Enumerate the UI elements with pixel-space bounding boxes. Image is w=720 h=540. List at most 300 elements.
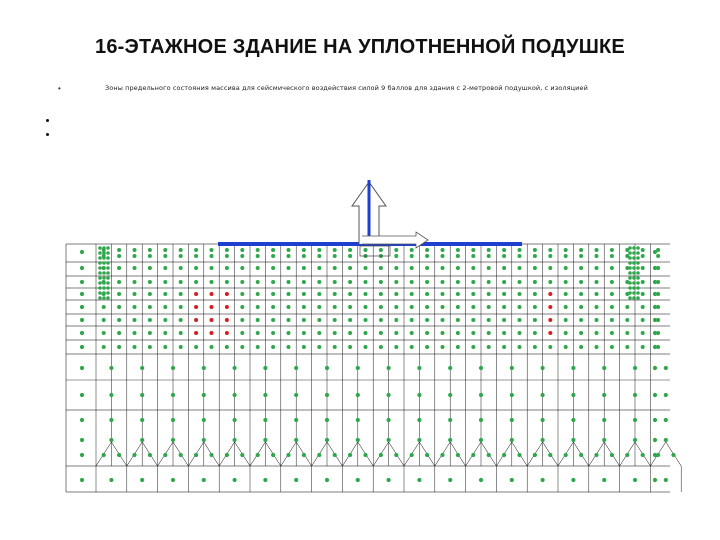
elastic-point	[656, 453, 660, 457]
elastic-point	[80, 266, 84, 270]
elastic-point	[179, 266, 183, 270]
elastic-point	[487, 248, 491, 252]
elastic-point	[417, 366, 421, 370]
elastic-point	[263, 418, 267, 422]
elastic-point	[256, 280, 260, 284]
elastic-point	[410, 305, 414, 309]
elastic-point	[510, 418, 514, 422]
elastic-point	[579, 266, 583, 270]
elastic-point	[653, 318, 657, 322]
elastic-point	[140, 478, 144, 482]
elastic-point	[163, 254, 167, 258]
elastic-point	[548, 248, 552, 252]
elastic-point	[179, 331, 183, 335]
elastic-point	[333, 248, 337, 252]
elastic-point	[117, 254, 121, 258]
elastic-point	[348, 292, 352, 296]
elastic-point	[256, 318, 260, 322]
elastic-point	[98, 251, 102, 255]
elastic-point	[379, 248, 383, 252]
elastic-point	[225, 266, 229, 270]
elastic-point	[595, 292, 599, 296]
elastic-point	[487, 318, 491, 322]
elastic-point	[287, 248, 291, 252]
elastic-point	[533, 305, 537, 309]
elastic-point	[564, 292, 568, 296]
elastic-point	[632, 246, 636, 250]
elastic-point	[233, 393, 237, 397]
elastic-point	[633, 478, 637, 482]
elastic-point	[325, 393, 329, 397]
elastic-point	[106, 291, 110, 295]
elastic-point	[294, 478, 298, 482]
finite-element-mesh	[66, 244, 681, 492]
elastic-point	[641, 254, 645, 258]
elastic-point	[102, 345, 106, 349]
plastic-point	[210, 305, 214, 309]
elastic-point	[636, 276, 640, 280]
elastic-point	[510, 478, 514, 482]
elastic-point	[133, 292, 137, 296]
elastic-point	[579, 248, 583, 252]
building-structure	[218, 180, 522, 256]
elastic-point	[479, 418, 483, 422]
elastic-point	[510, 438, 514, 442]
elastic-point	[533, 345, 537, 349]
elastic-point	[240, 292, 244, 296]
elastic-point	[117, 292, 121, 296]
elastic-point	[664, 366, 668, 370]
elastic-point	[548, 453, 552, 457]
elastic-point	[333, 305, 337, 309]
elastic-point	[171, 478, 175, 482]
elastic-point	[656, 254, 660, 258]
elastic-point	[348, 266, 352, 270]
elastic-point	[240, 318, 244, 322]
elastic-point	[479, 366, 483, 370]
elastic-point	[633, 418, 637, 422]
elastic-point	[541, 366, 545, 370]
elastic-point	[425, 318, 429, 322]
elastic-point	[102, 281, 106, 285]
elastic-point	[263, 393, 267, 397]
elastic-point	[632, 271, 636, 275]
slide-title: 16-ЭТАЖНОЕ ЗДАНИЕ НА УПЛОТНЕННОЙ ПОДУШКЕ	[95, 36, 625, 58]
elastic-point	[636, 261, 640, 265]
elastic-point	[564, 331, 568, 335]
elastic-point	[333, 280, 337, 284]
elastic-point	[394, 453, 398, 457]
plastic-point	[194, 318, 198, 322]
elastic-point	[628, 276, 632, 280]
elastic-point	[356, 366, 360, 370]
elastic-point	[541, 438, 545, 442]
elastic-point	[210, 345, 214, 349]
elastic-point	[653, 250, 657, 254]
elastic-point	[271, 345, 275, 349]
elastic-point	[518, 266, 522, 270]
elastic-point	[518, 248, 522, 252]
elastic-point	[625, 318, 629, 322]
elastic-point	[471, 292, 475, 296]
elastic-point	[628, 291, 632, 295]
elastic-point	[632, 281, 636, 285]
elastic-point	[641, 345, 645, 349]
elastic-point	[356, 393, 360, 397]
elastic-point	[487, 453, 491, 457]
elastic-point	[256, 305, 260, 309]
elastic-point	[636, 251, 640, 255]
elastic-point	[240, 305, 244, 309]
elastic-point	[98, 246, 102, 250]
elastic-point	[610, 280, 614, 284]
elastic-point	[456, 345, 460, 349]
elastic-point	[271, 453, 275, 457]
elastic-point	[502, 292, 506, 296]
elastic-point	[364, 292, 368, 296]
elastic-point	[163, 292, 167, 296]
elastic-point	[163, 248, 167, 252]
elastic-point	[302, 453, 306, 457]
elastic-point	[641, 248, 645, 252]
elastic-point	[364, 305, 368, 309]
elastic-point	[317, 453, 321, 457]
elastic-point	[533, 453, 537, 457]
elastic-point	[628, 281, 632, 285]
elastic-point	[633, 366, 637, 370]
elastic-point	[487, 345, 491, 349]
elastic-point	[287, 318, 291, 322]
elastic-point	[102, 256, 106, 260]
elastic-point	[487, 266, 491, 270]
elastic-point	[194, 345, 198, 349]
elastic-point	[487, 305, 491, 309]
elastic-point	[233, 438, 237, 442]
elastic-point	[410, 248, 414, 252]
elastic-point	[364, 331, 368, 335]
elastic-point	[548, 254, 552, 258]
elastic-point	[541, 393, 545, 397]
elastic-point	[417, 418, 421, 422]
elastic-point	[363, 453, 367, 457]
elastic-point	[364, 345, 368, 349]
elastic-point	[448, 438, 452, 442]
elastic-point	[98, 276, 102, 280]
plastic-point	[194, 305, 198, 309]
elastic-point	[641, 266, 645, 270]
elastic-point	[628, 251, 632, 255]
elastic-point	[664, 438, 668, 442]
elastic-point	[579, 318, 583, 322]
gauss-points	[80, 246, 676, 482]
elastic-point	[294, 418, 298, 422]
elastic-point	[610, 453, 614, 457]
elastic-point	[109, 393, 113, 397]
elastic-point	[210, 280, 214, 284]
elastic-point	[287, 254, 291, 258]
elastic-point	[602, 393, 606, 397]
elastic-point	[364, 248, 368, 252]
elastic-point	[653, 305, 657, 309]
elastic-point	[109, 438, 113, 442]
elastic-point	[533, 266, 537, 270]
elastic-point	[325, 366, 329, 370]
elastic-point	[602, 418, 606, 422]
elastic-point	[302, 331, 306, 335]
elastic-point	[333, 345, 337, 349]
elastic-point	[518, 305, 522, 309]
elastic-point	[441, 331, 445, 335]
elastic-point	[194, 453, 198, 457]
elastic-point	[256, 248, 260, 252]
elastic-point	[394, 318, 398, 322]
elastic-point	[317, 305, 321, 309]
elastic-point	[287, 345, 291, 349]
elastic-point	[441, 248, 445, 252]
elastic-point	[348, 254, 352, 258]
elastic-point	[379, 331, 383, 335]
elastic-point	[233, 478, 237, 482]
elastic-point	[579, 305, 583, 309]
elastic-point	[163, 453, 167, 457]
elastic-point	[163, 280, 167, 284]
elastic-point	[317, 345, 321, 349]
elastic-point	[132, 453, 136, 457]
elastic-point	[148, 345, 152, 349]
elastic-point	[379, 266, 383, 270]
elastic-point	[417, 438, 421, 442]
elastic-point	[448, 478, 452, 482]
elastic-point	[394, 345, 398, 349]
elastic-point	[571, 366, 575, 370]
elastic-point	[117, 318, 121, 322]
elastic-point	[425, 280, 429, 284]
elastic-point	[98, 291, 102, 295]
elastic-point	[106, 296, 110, 300]
elastic-point	[636, 271, 640, 275]
elastic-point	[471, 280, 475, 284]
elastic-point	[653, 366, 657, 370]
elastic-point	[448, 418, 452, 422]
elastic-point	[225, 254, 229, 258]
elastic-point	[333, 292, 337, 296]
elastic-point	[471, 345, 475, 349]
elastic-point	[502, 305, 506, 309]
elastic-point	[410, 254, 414, 258]
elastic-point	[98, 286, 102, 290]
elastic-point	[425, 453, 429, 457]
elastic-point	[194, 248, 198, 252]
elastic-point	[632, 251, 636, 255]
elastic-point	[317, 292, 321, 296]
elastic-point	[479, 438, 483, 442]
elastic-point	[502, 266, 506, 270]
elastic-point	[456, 266, 460, 270]
elastic-point	[579, 345, 583, 349]
elastic-point	[471, 331, 475, 335]
elastic-point	[148, 318, 152, 322]
elastic-point	[636, 246, 640, 250]
elastic-point	[595, 331, 599, 335]
elastic-point	[502, 280, 506, 284]
elastic-point	[571, 418, 575, 422]
elastic-point	[163, 345, 167, 349]
elastic-point	[364, 318, 368, 322]
elastic-point	[202, 366, 206, 370]
elastic-point	[163, 331, 167, 335]
elastic-point	[171, 366, 175, 370]
elastic-point	[102, 286, 106, 290]
elastic-point	[263, 478, 267, 482]
elastic-point	[117, 305, 121, 309]
elastic-point	[317, 254, 321, 258]
elastic-point	[456, 453, 460, 457]
elastic-point	[456, 248, 460, 252]
elastic-point	[394, 292, 398, 296]
plastic-point	[194, 331, 198, 335]
elastic-point	[80, 345, 84, 349]
elastic-point	[364, 280, 368, 284]
elastic-point	[140, 438, 144, 442]
elastic-point	[98, 261, 102, 265]
elastic-point	[595, 266, 599, 270]
elastic-point	[287, 292, 291, 296]
elastic-point	[294, 393, 298, 397]
elastic-point	[518, 331, 522, 335]
elastic-point	[653, 292, 657, 296]
elastic-point	[625, 453, 629, 457]
elastic-point	[387, 393, 391, 397]
elastic-point	[595, 248, 599, 252]
elastic-point	[80, 280, 84, 284]
elastic-point	[518, 345, 522, 349]
elastic-point	[106, 246, 110, 250]
elastic-point	[379, 305, 383, 309]
elastic-point	[387, 366, 391, 370]
elastic-point	[548, 280, 552, 284]
elastic-point	[564, 305, 568, 309]
elastic-point	[387, 418, 391, 422]
elastic-point	[410, 266, 414, 270]
elastic-point	[564, 248, 568, 252]
elastic-point	[148, 331, 152, 335]
elastic-point	[271, 248, 275, 252]
elastic-point	[109, 478, 113, 482]
elastic-point	[333, 266, 337, 270]
elastic-point	[325, 478, 329, 482]
elastic-point	[602, 366, 606, 370]
elastic-point	[171, 438, 175, 442]
elastic-point	[441, 292, 445, 296]
elastic-point	[240, 331, 244, 335]
elastic-point	[387, 478, 391, 482]
elastic-point	[102, 246, 106, 250]
elastic-point	[325, 418, 329, 422]
elastic-point	[595, 318, 599, 322]
elastic-point	[133, 318, 137, 322]
elastic-point	[394, 305, 398, 309]
elastic-point	[163, 305, 167, 309]
elastic-point	[271, 266, 275, 270]
elastic-point	[502, 453, 506, 457]
elastic-point	[98, 296, 102, 300]
elastic-point	[379, 345, 383, 349]
elastic-point	[256, 331, 260, 335]
elastic-point	[302, 254, 306, 258]
elastic-point	[80, 438, 84, 442]
elastic-point	[541, 418, 545, 422]
elastic-point	[641, 280, 645, 284]
elastic-point	[632, 286, 636, 290]
elastic-point	[106, 276, 110, 280]
elastic-point	[210, 248, 214, 252]
elastic-point	[664, 418, 668, 422]
elastic-point	[664, 393, 668, 397]
elastic-point	[102, 296, 106, 300]
elastic-point	[425, 248, 429, 252]
elastic-point	[410, 331, 414, 335]
elastic-point	[571, 478, 575, 482]
elastic-point	[106, 251, 110, 255]
elastic-point	[240, 345, 244, 349]
elastic-point	[117, 280, 121, 284]
elastic-point	[102, 331, 106, 335]
elastic-point	[564, 345, 568, 349]
elastic-point	[133, 254, 137, 258]
elastic-point	[448, 393, 452, 397]
elastic-point	[441, 266, 445, 270]
elastic-point	[140, 418, 144, 422]
plastic-point	[210, 331, 214, 335]
elastic-point	[636, 266, 640, 270]
elastic-point	[564, 254, 568, 258]
elastic-point	[348, 280, 352, 284]
elastic-point	[179, 345, 183, 349]
elastic-point	[636, 286, 640, 290]
elastic-point	[632, 261, 636, 265]
elastic-point	[579, 292, 583, 296]
elastic-point	[610, 345, 614, 349]
elastic-point	[225, 345, 229, 349]
elastic-point	[148, 254, 152, 258]
elastic-point	[653, 478, 657, 482]
elastic-point	[148, 292, 152, 296]
elastic-point	[610, 292, 614, 296]
elastic-point	[394, 266, 398, 270]
elastic-point	[80, 418, 84, 422]
elastic-point	[256, 345, 260, 349]
elastic-point	[148, 305, 152, 309]
elastic-point	[625, 305, 629, 309]
elastic-point	[80, 478, 84, 482]
plastic-point	[210, 318, 214, 322]
elastic-point	[102, 291, 106, 295]
elastic-point	[456, 331, 460, 335]
elastic-point	[348, 318, 352, 322]
elastic-point	[317, 248, 321, 252]
elastic-point	[518, 292, 522, 296]
elastic-point	[80, 292, 84, 296]
elastic-point	[456, 318, 460, 322]
elastic-point	[610, 331, 614, 335]
elastic-point	[441, 254, 445, 258]
elastic-point	[579, 331, 583, 335]
elastic-point	[564, 318, 568, 322]
elastic-point	[271, 318, 275, 322]
elastic-point	[171, 418, 175, 422]
elastic-point	[80, 318, 84, 322]
elastic-point	[533, 248, 537, 252]
